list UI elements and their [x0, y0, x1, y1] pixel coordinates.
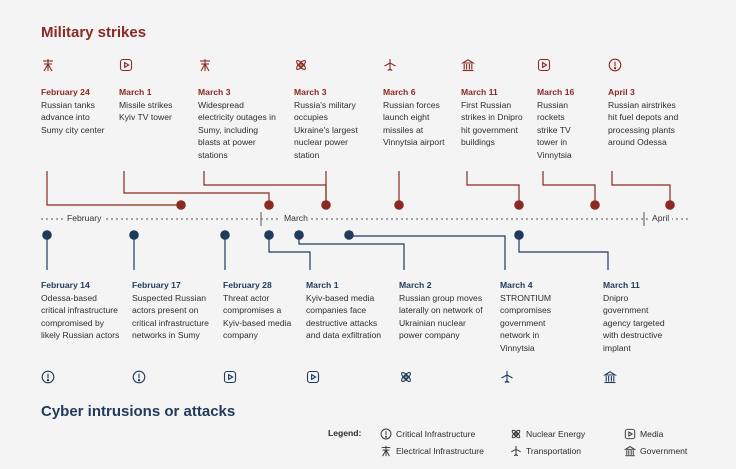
month-label-march: March: [281, 213, 311, 223]
event-date: March 1: [119, 87, 152, 97]
cyber-connector: [519, 235, 608, 270]
event-date: March 1: [306, 280, 339, 290]
legend-label: Government: [640, 446, 688, 456]
media-icon: [223, 370, 237, 384]
legend-title: Legend:: [328, 428, 362, 438]
military-event: [608, 86, 680, 149]
legend-item: [510, 445, 581, 457]
media-icon: [624, 428, 636, 440]
government-icon: [461, 58, 475, 72]
cyber-event: [41, 279, 123, 342]
critical-infrastructure-icon: [380, 428, 392, 440]
military-connector: [47, 171, 181, 205]
cyber-connector: [269, 235, 310, 270]
military-event-dot: [264, 200, 274, 210]
military-event: [41, 86, 111, 136]
event-date: March 11: [461, 87, 498, 97]
event-description: Russian rockets strike TV tower in Vinnytsia: [537, 99, 572, 160]
event-description: Odessa-based critical infrastructure compromised by likely Russian actors: [41, 292, 120, 341]
event-description: Russian forces launch eight missiles at Vinnytsia airport: [383, 99, 445, 148]
legend-item: [624, 428, 663, 440]
military-event-dot: [514, 200, 524, 210]
event-description: Russian tanks advance into Sumy city center: [41, 99, 105, 135]
event-date: March 11: [603, 280, 640, 290]
military-connector: [612, 171, 670, 205]
military-event: [294, 86, 364, 162]
cyber-connector: [299, 235, 404, 270]
cyber-event-dot: [220, 230, 230, 240]
media-icon: [306, 370, 320, 384]
event-date: February 17: [132, 280, 181, 290]
legend-label: Nuclear Energy: [526, 429, 586, 439]
military-connector: [204, 171, 326, 205]
legend-item: [624, 445, 687, 457]
legend-label: Electrical Infrastructure: [396, 446, 484, 456]
transportation-icon: [383, 58, 397, 72]
event-date: February 24: [41, 87, 90, 97]
military-event-dot: [176, 200, 186, 210]
critical-infrastructure-icon: [608, 58, 622, 72]
media-icon: [119, 58, 133, 72]
event-date: February 28: [223, 280, 272, 290]
cyber-event: [399, 279, 485, 342]
nuclear-energy-icon: [294, 58, 308, 72]
military-event: [119, 86, 191, 124]
event-description: Dnipro government agency targeted with destructive implant: [603, 292, 665, 353]
cyber-event-dot: [42, 230, 52, 240]
critical-infrastructure-icon: [132, 370, 146, 384]
legend-item: [380, 428, 475, 440]
event-description: Russian group moves laterally on network of Ukrainian nuclear power company: [399, 292, 483, 341]
government-icon: [624, 445, 636, 457]
government-icon: [603, 370, 617, 384]
cyber-event: [132, 279, 210, 342]
legend-item: [380, 445, 484, 457]
cyber-event: [500, 279, 562, 355]
cyber-event-dot: [344, 230, 354, 240]
event-description: Widespread electricity outages in Sumy, including blasts at power stations: [198, 99, 276, 160]
critical-infrastructure-icon: [41, 370, 55, 384]
military-event: [383, 86, 451, 149]
cyber-event-dot: [514, 230, 524, 240]
military-event: [461, 86, 523, 149]
military-event-dot: [590, 200, 600, 210]
event-description: Russian airstrikes hit fuel depots and processing plants around Odessa: [608, 99, 679, 148]
month-label-april: April: [649, 213, 672, 223]
legend-label: Critical Infrastructure: [396, 429, 476, 439]
event-date: March 2: [399, 280, 432, 290]
military-event-dot: [394, 200, 404, 210]
event-date: April 3: [608, 87, 635, 97]
cyber-event: [306, 279, 392, 342]
event-description: STRONTIUM compromises government network in Vinnytsia: [500, 292, 552, 353]
military-event: [537, 86, 587, 162]
event-date: March 3: [294, 87, 327, 97]
cyber-event-dot: [129, 230, 139, 240]
electrical-infrastructure-icon: [41, 58, 55, 72]
legend-item: [510, 428, 585, 440]
cyber-intrusions-title: Cyber intrusions or attacks: [41, 403, 236, 420]
event-description: Suspected Russian actors present on critical infrastructure networks in Sumy: [132, 292, 209, 341]
event-description: Kyiv-based media companies face destructive attacks and data exfiltration: [306, 292, 382, 341]
transportation-icon: [510, 445, 522, 457]
cyber-event-dot: [294, 230, 304, 240]
cyber-event-dot: [264, 230, 274, 240]
cyber-event: [223, 279, 295, 342]
cyber-connector: [349, 235, 505, 270]
event-description: Russia's military occupies Ukraine's largest nuclear power station: [294, 99, 358, 160]
nuclear-energy-icon: [510, 428, 522, 440]
electrical-infrastructure-icon: [380, 445, 392, 457]
month-label-february: February: [64, 213, 104, 223]
media-icon: [537, 58, 551, 72]
electrical-infrastructure-icon: [198, 58, 212, 72]
military-event: [198, 86, 278, 162]
event-date: March 6: [383, 87, 416, 97]
event-date: March 3: [198, 87, 231, 97]
military-strikes-title: Military strikes: [41, 24, 147, 41]
event-description: Missile strikes Kyiv TV tower: [119, 99, 173, 123]
event-date: March 4: [500, 280, 533, 290]
military-connector: [543, 171, 595, 205]
event-date: March 16: [537, 87, 575, 97]
event-date: February 14: [41, 280, 90, 290]
transportation-icon: [500, 370, 514, 384]
event-description: First Russian strikes in Dnipro hit government buildings: [461, 99, 523, 148]
military-event-dot: [665, 200, 675, 210]
military-connector: [467, 171, 519, 205]
event-description: Threat actor compromises a Kyiv-based media company: [223, 292, 292, 341]
legend-label: Transportation: [526, 446, 582, 456]
cyber-event: [603, 279, 673, 355]
nuclear-energy-icon: [399, 370, 413, 384]
military-connector: [124, 171, 269, 205]
legend-label: Media: [640, 429, 664, 439]
